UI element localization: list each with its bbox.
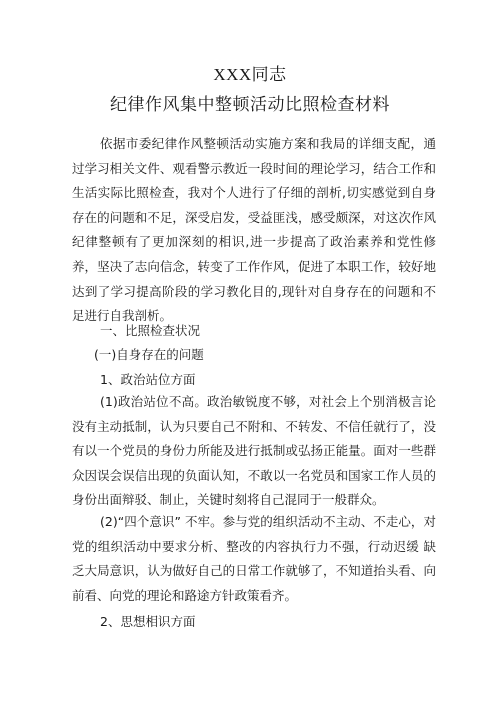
paragraph-four-consciousness: (2)“四个意识” 不牢。参与党的组织活动不主动、不走心，对党的组织活动中要求分析、整改的内容执行力不强，行动迟缓 缺乏大局意识，认为做好自己的日常工作就够了，不知道抬头看、向前看、向党的理论和路途方针政策看齐。: [72, 514, 436, 603]
document-title: 纪律作风集中整顿活动比照检查材料: [110, 95, 390, 115]
paragraph-political-stance: (1)政治站位不高。政治敏锐度不够，对社会上个别消极言论没有主动抵制，认为只要自己不附和、不转发、不信任就行了，没有以一个党员的身份力所能及进行抵制或弘扬正能量。面对一些群众因误会误信出现的负面认知，不敢以一名党员和国家工作人员的身份出面辩驳、制止，关键时刻将自己混同于一般群众。: [72, 394, 436, 508]
intro-paragraph: 依据市委纪律作风整顿活动实施方案和我局的详细支配，通过学习相关文件、观看警示教近一段时间的理论学习，结合工作和生活实际比照检查，我对个人进行了仔细的剖析,切实感觉到自身存在的问题和不足，深受启发，受益匪浅，感受颇深，对这次作风纪律整顿有了更加深刻的相识,进一步提高了政治素养和党性修养，坚决了志向信念，转变了工作作风，促进了本职工作，较好地达到了学习提高阶段的学习教化目的,现针对自身存在的问题和不足进行自我剖析。: [72, 136, 436, 324]
section-heading: 一、比照检查状况: [100, 323, 201, 338]
subsection-heading: (一)自身存在的问题: [94, 347, 204, 362]
document-title-name: XXX同志: [213, 65, 287, 84]
item-heading-political: 1、政治站位方面: [100, 372, 196, 387]
item-heading-thinking: 2、思想相识方面: [100, 614, 196, 629]
